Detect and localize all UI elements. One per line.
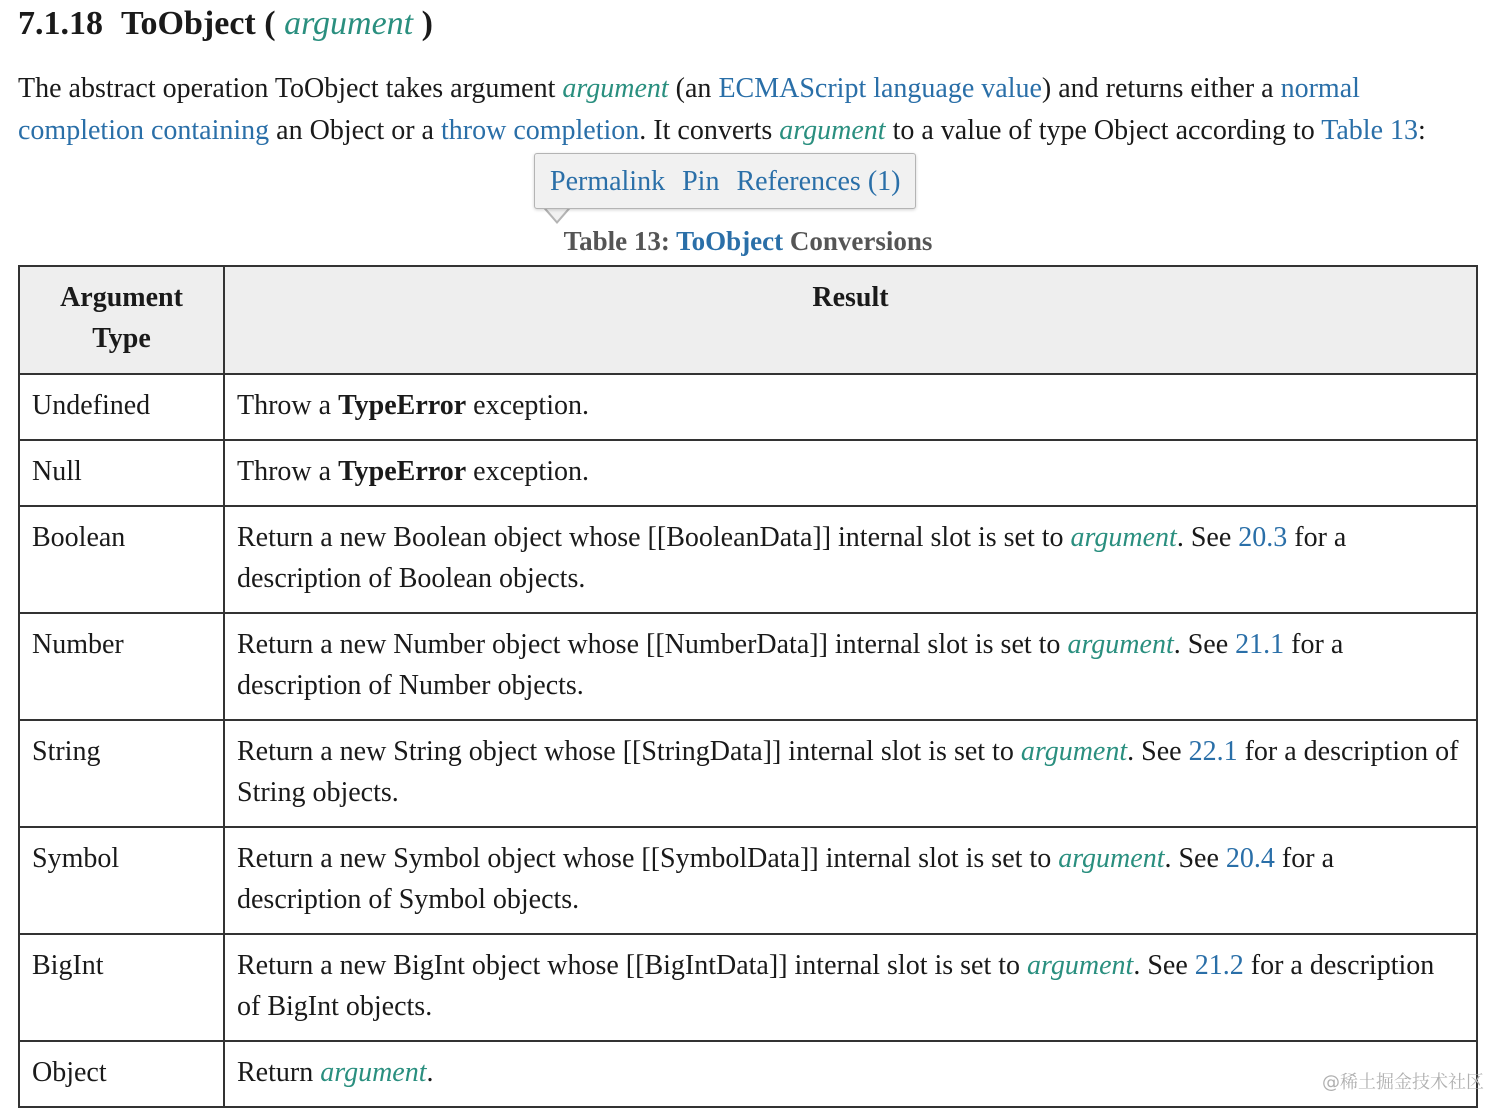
intro-text: (an [668,73,719,104]
table-row [19,613,1477,720]
result-cell [224,440,1477,506]
section-ref-link[interactable]: 21.1 [1235,629,1285,660]
section-ref-link[interactable]: 21.2 [1194,950,1244,981]
header-argument-type: Argument Type [19,266,224,374]
type-error-text: TypeError [338,456,467,487]
table-row [19,934,1477,1041]
argument-variable[interactable]: argument [1058,843,1165,874]
argument-type-cell: Object [19,1041,224,1107]
result-text: Return a new Boolean object whose [[BooleanData]] internal slot is set to [237,522,1071,553]
result-text: Return a new Number object whose [[NumberData]] internal slot is set to [237,629,1068,660]
argument-variable[interactable]: argument [1027,950,1134,981]
table-row [19,440,1477,506]
section-ref-link[interactable]: 22.1 [1188,736,1238,767]
intro-text: The abstract operation ToObject takes argument [18,73,563,104]
argument-type-cell: String [19,720,224,827]
result-cell [224,374,1477,440]
argument-type-cell: Boolean [19,506,224,613]
reference-popup [534,153,916,209]
argument-variable[interactable]: argument [1020,736,1128,767]
table-row [19,1041,1477,1107]
section-heading [18,2,433,46]
result-text: . See [1133,950,1195,981]
table-13-link[interactable]: Table 13 [1321,115,1419,146]
result-text: exception. [466,456,589,487]
result-cell [224,506,1477,613]
table-row [19,374,1477,440]
result-text: exception. [466,390,589,421]
permalink-link[interactable]: Permalink [550,166,666,197]
result-text: Return [237,1057,321,1088]
watermark: @稀土掘金技术社区 [1322,1072,1484,1093]
table-row [19,506,1477,613]
result-text: . See [1164,843,1226,874]
intro-text: : [1418,115,1426,146]
result-text: Throw a [237,456,339,487]
argument-variable[interactable]: argument [779,115,886,146]
result-text: for a description of Symbol objects. [237,843,1334,915]
result-text: . [426,1057,434,1088]
argument-variable[interactable]: argument [1067,629,1174,660]
section-parameter: argument [284,5,414,42]
result-cell [224,720,1477,827]
argument-variable[interactable]: argument [320,1057,427,1088]
result-text: Return a new BigInt object whose [[BigIntData]] internal slot is set to [237,950,1028,981]
header-result: Result [224,266,1477,374]
result-text: for a description of Boolean objects. [237,522,1347,594]
section-ref-link[interactable]: 20.3 [1238,522,1288,553]
result-cell [224,613,1477,720]
result-text: for a description of BigInt objects. [237,950,1435,1022]
argument-variable[interactable]: argument [562,73,669,104]
toobject-link[interactable]: ToObject [676,226,784,256]
argument-type-cell: Symbol [19,827,224,934]
result-cell [224,827,1477,934]
result-text: Return a new String object whose [[StringData]] internal slot is set to [237,736,1021,767]
table-caption [18,220,1478,262]
section-title: ToObject ( [121,5,276,42]
result-text: . See [1173,629,1236,660]
argument-type-cell: BigInt [19,934,224,1041]
references-link[interactable]: References (1) [736,166,901,197]
intro-text: . It converts [639,115,780,146]
pin-link[interactable]: Pin [682,166,720,197]
conversions-table [18,265,1478,1108]
section-number: 7.1.18 [18,5,103,42]
result-text: Throw a [237,390,339,421]
argument-type-cell: Null [19,440,224,506]
argument-type-cell: Undefined [19,374,224,440]
result-text: for a description of String objects. [237,736,1459,808]
intro-text: an Object or a [269,115,441,146]
table-row [19,720,1477,827]
result-text: for a description of Number objects. [237,629,1344,701]
normal-completion-link[interactable]: normal completion containing [18,73,1360,146]
intro-text: ) and returns either a [1041,73,1281,104]
result-cell [224,1041,1477,1107]
intro-text: to a value of type Object according to [885,115,1322,146]
argument-variable[interactable]: argument [1070,522,1177,553]
type-error-text: TypeError [338,390,467,421]
section-ref-link[interactable]: 20.4 [1225,843,1275,874]
caption-label: Table 13: [563,226,677,256]
result-text: . See [1127,736,1189,767]
result-text: . See [1176,522,1239,553]
caption-suffix: Conversions [783,226,933,256]
result-text: Return a new Symbol object whose [[SymbolData]] internal slot is set to [237,843,1059,874]
table-header-row [19,266,1477,374]
throw-completion-link[interactable]: throw completion [441,115,640,146]
argument-type-cell: Number [19,613,224,720]
table-row [19,827,1477,934]
intro-paragraph [18,68,1488,152]
result-cell [224,934,1477,1041]
ecmascript-language-value-link[interactable]: ECMAScript language value [718,73,1042,104]
section-title-close: ) [421,5,433,42]
